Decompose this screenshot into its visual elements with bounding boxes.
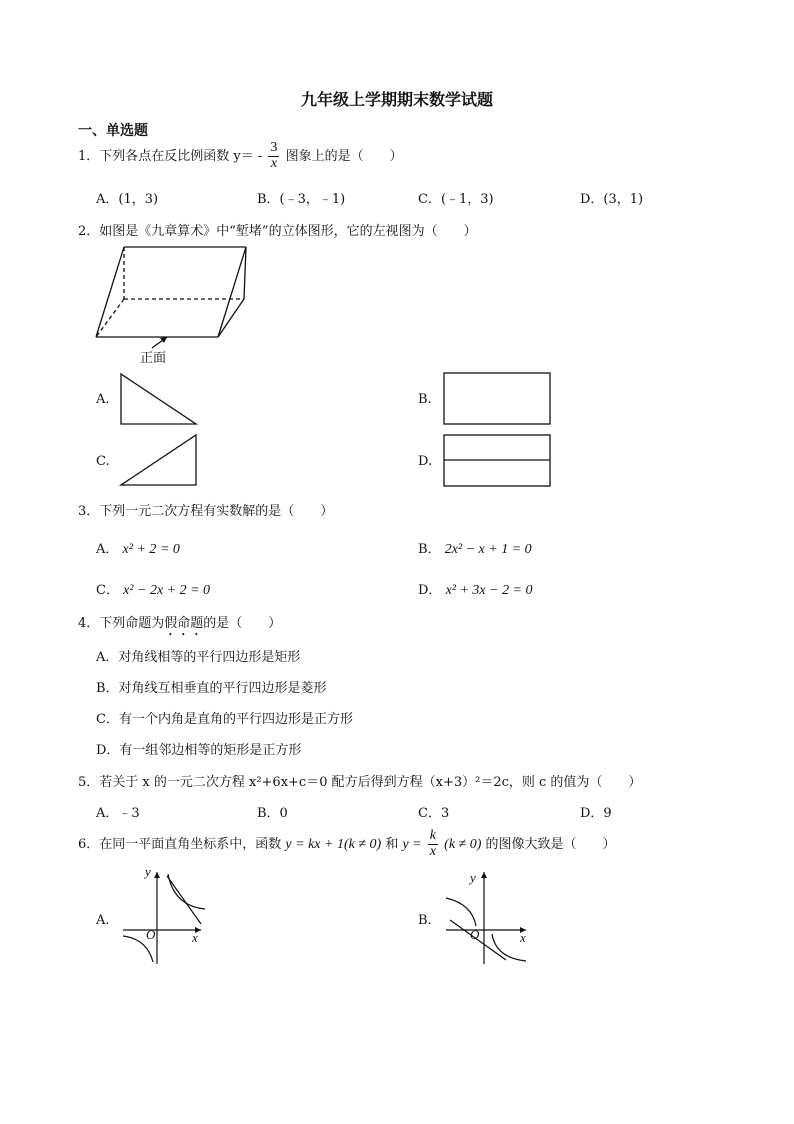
question-1-option-a: A．(1，3) xyxy=(96,192,159,207)
section-heading: 一、单选题 xyxy=(78,123,148,139)
question-6-stem xyxy=(78,828,616,862)
question-2-option-d: D. xyxy=(418,454,433,469)
x-axis-label: x xyxy=(192,930,198,945)
y-axis-label: y xyxy=(145,864,151,879)
question-1-stem xyxy=(78,140,403,174)
question-4-option-c: C．有一个内角是直角的平行四边形是正方形 xyxy=(96,712,353,727)
question-5-option-b: B．0 xyxy=(257,806,288,821)
question-1-prefix: 1．下列各点在反比例函数 y＝ - xyxy=(78,149,263,164)
equation: x² − 2x + 2 = 0 xyxy=(123,583,211,598)
question-6-suffix: 的图像大致是（ ） xyxy=(485,837,616,852)
question-6-prefix: 6．在同一平面直角坐标系中，函数 xyxy=(78,837,282,852)
option-label: C． xyxy=(96,583,119,598)
question-1-suffix: 图象上的是（ ） xyxy=(285,149,403,164)
option-label: A． xyxy=(96,542,119,557)
x-axis-label: x xyxy=(520,930,526,945)
y-axis-label: y xyxy=(470,870,476,885)
option-label: D． xyxy=(418,583,442,598)
question-6-option-b: B. xyxy=(418,913,432,928)
question-4-suffix: 的是（ ） xyxy=(203,616,282,631)
inverse-function-fraction xyxy=(428,829,438,859)
question-2-option-a: A. xyxy=(96,392,110,407)
inverse-function-condition: (k ≠ 0) xyxy=(444,837,482,852)
fraction-numerator: k xyxy=(429,828,437,844)
option-d-split-rectangle-shape xyxy=(442,433,552,489)
option-label: B． xyxy=(418,542,441,557)
question-4-prefix: 4．下列命题为 xyxy=(78,616,165,631)
question-5-option-c: C．3 xyxy=(418,806,450,821)
option-b-graph xyxy=(440,868,540,968)
option-b-rectangle-shape xyxy=(442,371,552,427)
fraction-numerator: 3 xyxy=(270,140,278,156)
question-5-stem: 5．若关于 x 的一元二次方程 x²+6x+c＝0 配方后得到方程（x+3）²＝2c，则 c 的值为（ ） xyxy=(78,775,642,790)
origin-label: O xyxy=(146,927,156,942)
question-1-option-c: C．(﹣1，3) xyxy=(418,192,494,207)
question-2-stem: 2．如图是《九章算术》中“堑堵”的立体图形，它的左视图为（ ） xyxy=(78,224,477,239)
question-4-option-a: A．对角线相等的平行四边形是矩形 xyxy=(96,650,301,665)
question-3-option-c xyxy=(96,579,210,599)
question-2-option-c: C. xyxy=(96,454,110,469)
question-3-stem: 3．下列一元二次方程有实数解的是（ ） xyxy=(78,504,334,519)
equation: x² + 2 = 0 xyxy=(122,542,180,557)
question-1-option-d: D．(3，1) xyxy=(580,192,644,207)
equation: 2x² − x + 1 = 0 xyxy=(444,542,532,557)
option-a-graph xyxy=(115,864,215,968)
page-title: 九年级上学期期末数学试题 xyxy=(300,90,493,109)
linear-function: y = kx + 1(k ≠ 0) xyxy=(285,837,382,852)
question-6-option-a: A. xyxy=(96,913,110,928)
question-2-option-b: B. xyxy=(418,392,432,407)
question-6-connector: 和 xyxy=(385,837,399,852)
qiandu-solid-figure xyxy=(90,240,260,370)
question-1-fraction xyxy=(268,141,279,171)
fraction-denominator: x xyxy=(270,156,278,171)
question-5-option-a: A．﹣3 xyxy=(96,806,140,821)
question-3-option-b xyxy=(418,538,532,558)
question-5-option-d: D．9 xyxy=(580,806,612,821)
inverse-function-lhs: y = xyxy=(402,837,422,852)
option-c-triangle-shape xyxy=(118,433,200,489)
question-4-emphasis: 假命题 xyxy=(164,616,204,631)
question-4-stem xyxy=(78,612,281,639)
question-4-option-b: B．对角线互相垂直的平行四边形是菱形 xyxy=(96,681,327,696)
question-1-option-b: B．(﹣3，﹣1) xyxy=(257,192,346,207)
origin-label: O xyxy=(470,927,480,942)
option-a-triangle-shape xyxy=(118,372,200,428)
question-4-option-d: D．有一组邻边相等的矩形是正方形 xyxy=(96,743,302,758)
fraction-denominator: x xyxy=(429,844,437,859)
front-face-label: 正面 xyxy=(140,351,167,366)
question-3-option-a xyxy=(96,538,180,558)
question-3-option-d xyxy=(418,579,533,599)
equation: x² + 3x − 2 = 0 xyxy=(445,583,533,598)
